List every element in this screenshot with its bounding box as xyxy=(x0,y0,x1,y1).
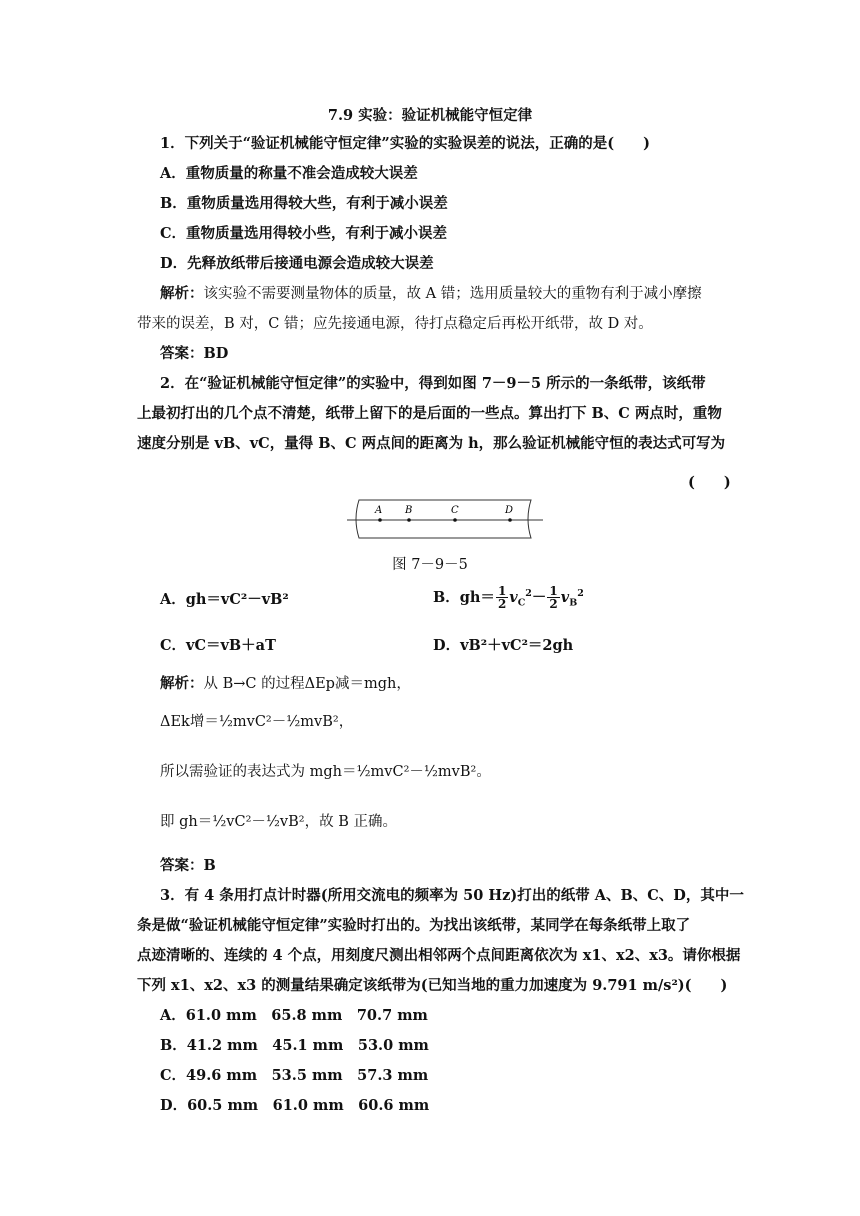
q2-stem-line1: 2．在“验证机械能守恒定律”的实验中，得到如图 7－9－5 所示的一条纸带，该纸带 xyxy=(160,375,706,392)
q1-answer-label: 答案： xyxy=(160,345,204,362)
q2-stem-line2: 上最初打出的几个点不清楚，纸带上留下的是后面的一些点。算出打下 B、C 两点时，重物 xyxy=(137,405,722,422)
q2-answer xyxy=(160,856,216,876)
q1-option-a: A．重物质量的称量不准会造成较大误差 xyxy=(160,165,418,182)
q1-answer xyxy=(160,344,228,364)
q1-answer-value: BD xyxy=(203,345,229,362)
q2-analysis-line4: 即 gh＝½vC²－½vB²，故 B 正确。 xyxy=(160,814,397,830)
q2-analysis-line3: 所以需验证的表达式为 mgh＝½mvC²－½mvB²。 xyxy=(160,764,491,780)
q1-option-c: C．重物质量选用得较小些，有利于减小误差 xyxy=(160,225,448,242)
tape-dot-b xyxy=(407,518,411,522)
q1-analysis-label: 解析： xyxy=(160,285,204,302)
q2-analysis-line2: ΔEk增＝½mvC²－½mvB²， xyxy=(160,714,354,730)
tape-label-a: A xyxy=(375,505,383,516)
q2-option-a: A．gh＝vC²－vB² xyxy=(160,591,289,608)
q1-analysis-line2: 带来的误差，B 对，C 错；应先接通电源，待打点稳定后再松开纸带，故 D 对。 xyxy=(137,316,653,332)
q1-option-d: D．先释放纸带后接通电源会造成较大误差 xyxy=(160,255,434,272)
q2-analysis-line1 xyxy=(160,674,411,694)
tape-dot-a xyxy=(378,518,382,522)
q3-stem-line1: 3．有 4 条用打点计时器(所用交流电的频率为 50 Hz)打出的纸带 A、B、C、D，其中一 xyxy=(160,887,744,904)
q3-option-b: B．41.2 mm 45.1 mm 53.0 mm xyxy=(160,1037,429,1054)
q2-analysis-text1: 从 B→C 的过程ΔEp减＝mgh， xyxy=(203,676,411,692)
tape-label-c: C xyxy=(451,505,459,516)
q2-option-c: C．vC＝vB＋aT xyxy=(160,637,276,654)
tape-label-b: B xyxy=(405,505,413,516)
q3-option-d: D．60.5 mm 61.0 mm 60.6 mm xyxy=(160,1097,430,1114)
paper-tape-diagram xyxy=(345,494,545,544)
figure-caption: 图 7－9－5 xyxy=(392,557,468,573)
q3-stem-line2: 条是做“验证机械能守恒定律”实验时打出的。为找出该纸带，某同学在每条纸带上取了 xyxy=(137,917,691,934)
q2-option-b: B．gh＝ $\frac{1}{2}$ $v_C^2-$ $\frac{1}{2}$ $v_B^2$ xyxy=(433,584,584,612)
q1-analysis-line1 xyxy=(160,284,702,304)
q3-option-a: A．61.0 mm 65.8 mm 70.7 mm xyxy=(160,1007,428,1024)
q3-option-c: C．49.6 mm 53.5 mm 57.3 mm xyxy=(160,1067,429,1084)
q2-option-d: D．vB²＋vC²＝2gh xyxy=(433,637,574,654)
q2-analysis-label: 解析： xyxy=(160,675,204,692)
q2-answer-label: 答案： xyxy=(160,857,204,874)
paper-tape-figure xyxy=(345,494,545,548)
q3-stem-line3: 点迹清晰的、连续的 4 个点，用刻度尺测出相邻两个点间距离依次为 x1、x2、x3。请你根据 xyxy=(137,947,741,964)
q1-stem: 1．下列关于“验证机械能守恒定律”实验的实验误差的说法，正确的是( ) xyxy=(160,135,650,152)
q3-stem-line4: 下列 x1、x2、x3 的测量结果确定该纸带为(已知当地的重力加速度为 9.791 m/s²)( ) xyxy=(137,977,728,994)
q1-analysis-text1: 该实验不需要测量物体的质量，故 A 错；选用质量较大的重物有利于减小摩擦 xyxy=(203,286,702,302)
tape-dot-c xyxy=(453,518,457,522)
q2-stem-line3: 速度分别是 vB、vC，量得 B、C 两点间的距离为 h，那么验证机械能守恒的表达式可写为 xyxy=(137,435,726,452)
q1-option-b: B．重物质量选用得较大些，有利于减小误差 xyxy=(160,195,448,212)
tape-label-d: D xyxy=(505,505,514,516)
q2-answer-value: B xyxy=(203,857,216,874)
q2-option-b-prefix: B．gh＝ xyxy=(433,588,495,606)
page-title: 7.9 实验：验证机械能守恒定律 xyxy=(327,107,533,124)
tape-dot-d xyxy=(508,518,512,522)
q2-answer-paren: ( ) xyxy=(688,474,731,491)
